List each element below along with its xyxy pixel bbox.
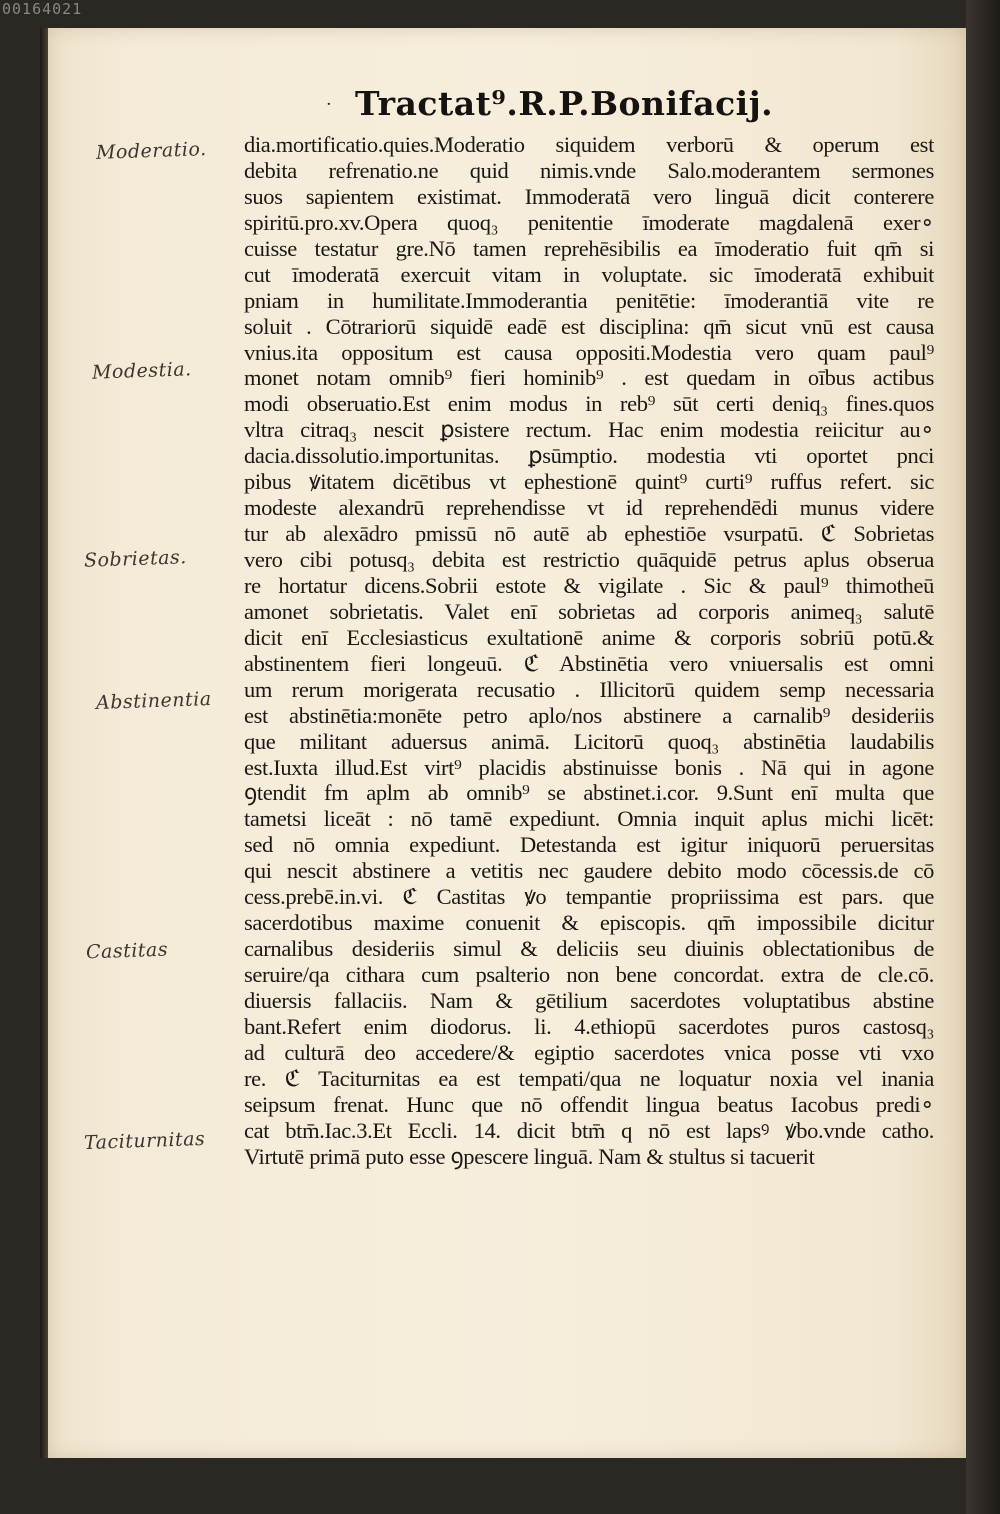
text-line: que militant aduersus animā. Licitorū quoq₃ abstinētia laudabilis xyxy=(244,728,934,754)
main-text-block xyxy=(244,132,934,1170)
text-line: cut īmoderatā exercuit vitam in voluptate. sic īmoderatā exhibuit xyxy=(244,261,934,287)
text-line: vnius.ita oppositum est causa oppositi.Modestia vero quam paul⁹ xyxy=(244,339,934,365)
text-line: cat btm̄.Iac.3.Et Eccli. 14. dicit btm̄ q nō est lapsꝰ ꝟbo.vnde catho. xyxy=(244,1117,934,1143)
text-line: bant.Refert enim diodorus. li. 4.ethiopū sacerdotes puros castosq₃ xyxy=(244,1013,934,1039)
text-line: dicit enī Ecclesiasticus exultationē anime & corporis sobriū potū.& xyxy=(244,624,934,650)
text-line: sacerdotibus maxime conuenit & episcopis. qm̄ impossibile dicitur xyxy=(244,910,934,936)
text-line: ad culturā deo accedere/& egiptio sacerdotes vnica posse vti vxo xyxy=(244,1039,934,1065)
text-line: seruire/qa cithara cum psalterio non bene concordat. extra de cle.cō. xyxy=(244,962,934,987)
text-line: soluit . Cōtrariorū siquidē eadē est disciplina: qm̄ sicut vnū est causa xyxy=(244,313,934,339)
text-line: re hortatur dicens.Sobrii estote & vigilate . Sic & paul⁹ thimotheū xyxy=(244,572,934,598)
text-line: modeste alexandrū reprehendisse vt id reprehendēdi munus videre xyxy=(244,495,934,521)
text-line: tametsi liceāt : nō tamē expediunt. Omnia inquit aplus michi licēt: xyxy=(244,806,934,832)
scan-identifier: 00164021 xyxy=(2,0,83,18)
right-binding-strip xyxy=(966,0,1000,1514)
text-line: monet notam omnib⁹ fieri hominib⁹ . est quedam in oībus actibus xyxy=(244,365,934,391)
text-line: diuersis fallaciis. Nam & gētilium sacerdotes voluptatibus abstine xyxy=(244,987,934,1013)
text-line: modi obseruatio.Est enim modus in reb⁹ sūt certi deniq₃ fines.quos xyxy=(244,391,934,417)
margin-note-abstinentia: Abstinentia xyxy=(95,687,212,715)
text-line: suos sapientem existimat. Immoderatā vero linguā dicit conterere xyxy=(244,183,934,209)
text-line: carnalibus desideriis simul & deliciis seu diuinis oblectationibus de xyxy=(244,936,934,962)
running-head: Tractat⁹.R.P.Bonifacij. xyxy=(355,84,774,123)
margin-note-moderatio: Moderatio. xyxy=(95,138,207,164)
text-line: Virtutē primā puto esse ꝯpescere linguā. Nam & stultus si tacuerit xyxy=(244,1143,815,1169)
text-line: sed nō omnia expediunt. Detestanda est igitur iniquorū peruersitas xyxy=(244,832,934,858)
margin-note-modestia: Modestia. xyxy=(91,358,192,384)
text-line: dia.mortificatio.quies.Moderatio siquidem verborū & operum est xyxy=(244,132,934,157)
text-line: est.Iuxta illud.Est virt⁹ placidis abstinuisse bonis . Nā qui in agone xyxy=(244,754,934,780)
text-line: est abstinētia:monēte petro aplo/nos abstinere a carnalib⁹ desideriis xyxy=(244,702,934,728)
text-line: tur ab alexādro pmissū nō autē ab ephestiōe vsurpatū. ℭ Sobrietas xyxy=(244,521,934,547)
margin-note-castitas: Castitas xyxy=(85,938,169,964)
text-line: re. ℭ Taciturnitas ea est tempati/qua ne loquatur noxia vel inania xyxy=(244,1065,934,1091)
text-line: pniam in humilitate.Immoderantia penitētie: īmoderantiā vite re xyxy=(244,287,934,313)
margin-note-taciturnitas: Taciturnitas xyxy=(83,1127,206,1155)
text-line: qui nescit abstinere a vetitis nec gaudere debito modo cōcessis.de cō xyxy=(244,858,934,884)
text-line: debita refrenatio.ne quid nimis.vnde Salo.moderantem sermones xyxy=(244,157,934,183)
text-line: ꝯtendit fm aplm ab omnib⁹ se abstinet.i.cor. 9.Sunt enī multa que xyxy=(244,780,934,806)
text-line: seipsum frenat. Hunc que nō offendit lingua beatus Iacobus predi∘ xyxy=(244,1091,934,1117)
margin-note-sobrietas: Sobrietas. xyxy=(83,546,188,572)
text-line: abstinentem fieri longeuū. ℭ Abstinētia vero vniuersalis est omni xyxy=(244,650,934,676)
text-line: cess.prebē.in.vi. ℭ Castitas ꝟo tempantie propriissima est pars. que xyxy=(244,884,934,910)
text-line: vltra citraq₃ nescit ꝑsistere rectum. Hac enim modestia reiicitur au∘ xyxy=(244,417,934,443)
head-ornament-dot: · xyxy=(326,94,332,115)
text-line: spiritū.pro.xv.Opera quoq₃ penitentie īmoderate magdalenā exer∘ xyxy=(244,209,934,235)
text-line: dacia.dissolutio.importunitas. ꝑsūmptio. modestia vti oportet pnci xyxy=(244,443,934,469)
text-line: amonet sobrietatis. Valet enī sobrietas ad corporis animeq₃ salutē xyxy=(244,598,934,624)
text-line: cuisse testatur gre.Nō tamen reprehēsibilis ea īmoderatio fuit qm̄ si xyxy=(244,235,934,261)
text-line: vero cibi potusq₃ debita est restrictio quāquidē petrus aplus obserua xyxy=(244,547,934,572)
text-line: um rerum morigerata recusatio . Illicitorū quidem semp necessaria xyxy=(244,676,934,702)
text-line: pibus ꝟitatem dicētibus vt ephestionē quint⁹ curti⁹ ruffus refert. sic xyxy=(244,469,934,495)
